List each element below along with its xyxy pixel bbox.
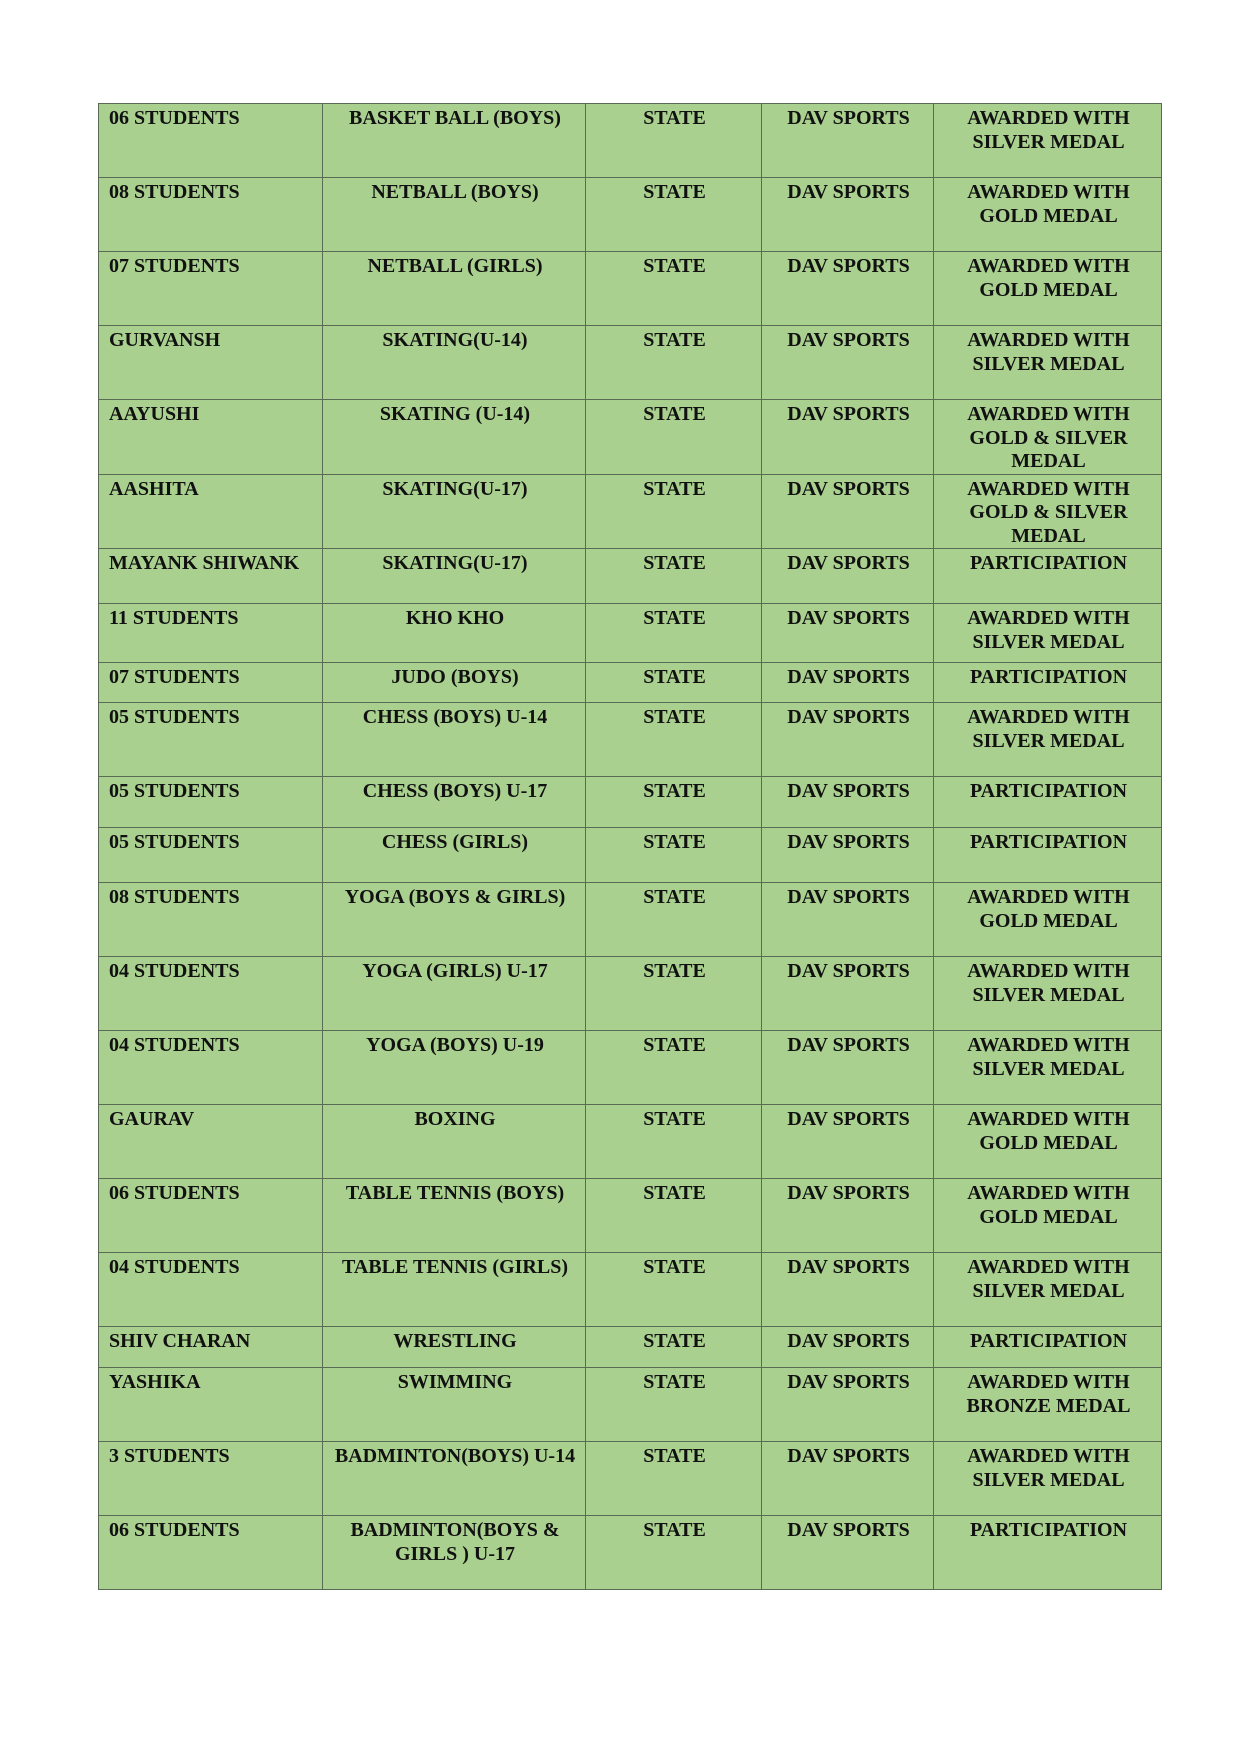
student-name-cell: 05 STUDENTS: [99, 777, 323, 828]
student-name-cell: 07 STUDENTS: [99, 663, 323, 703]
organizer-cell: DAV SPORTS: [762, 178, 934, 252]
level-cell: STATE: [586, 1253, 762, 1327]
organizer-cell: DAV SPORTS: [762, 604, 934, 663]
student-name-cell: AAYUSHI: [99, 400, 323, 475]
event-cell: CHESS (BOYS) U-17: [323, 777, 586, 828]
level-cell: STATE: [586, 1368, 762, 1442]
level-cell: STATE: [586, 474, 762, 549]
organizer-cell: DAV SPORTS: [762, 1327, 934, 1368]
level-cell: STATE: [586, 1442, 762, 1516]
table-row: [99, 1105, 1162, 1179]
level-cell: STATE: [586, 178, 762, 252]
event-cell: SKATING(U-17): [323, 474, 586, 549]
event-cell: TABLE TENNIS (GIRLS): [323, 1253, 586, 1327]
organizer-cell: DAV SPORTS: [762, 1031, 934, 1105]
level-cell: STATE: [586, 703, 762, 777]
level-cell: STATE: [586, 1516, 762, 1590]
table-row: [99, 703, 1162, 777]
table-row: [99, 326, 1162, 400]
event-cell: BADMINTON(BOYS & GIRLS ) U-17: [323, 1516, 586, 1590]
result-cell: PARTICIPATION: [934, 549, 1162, 604]
event-cell: TABLE TENNIS (BOYS): [323, 1179, 586, 1253]
student-name-cell: 3 STUDENTS: [99, 1442, 323, 1516]
organizer-cell: DAV SPORTS: [762, 883, 934, 957]
level-cell: STATE: [586, 1105, 762, 1179]
event-cell: BOXING: [323, 1105, 586, 1179]
result-cell: PARTICIPATION: [934, 828, 1162, 883]
organizer-cell: DAV SPORTS: [762, 549, 934, 604]
student-name-cell: 07 STUDENTS: [99, 252, 323, 326]
event-cell: NETBALL (BOYS): [323, 178, 586, 252]
table-row: [99, 663, 1162, 703]
level-cell: STATE: [586, 400, 762, 475]
table-row: [99, 1327, 1162, 1368]
table-row: [99, 178, 1162, 252]
table-row: [99, 828, 1162, 883]
organizer-cell: DAV SPORTS: [762, 663, 934, 703]
result-cell: AWARDED WITH SILVER MEDAL: [934, 1253, 1162, 1327]
event-cell: SWIMMING: [323, 1368, 586, 1442]
student-name-cell: 04 STUDENTS: [99, 957, 323, 1031]
table-row: [99, 1179, 1162, 1253]
event-cell: KHO KHO: [323, 604, 586, 663]
organizer-cell: DAV SPORTS: [762, 326, 934, 400]
result-cell: AWARDED WITH GOLD MEDAL: [934, 883, 1162, 957]
organizer-cell: DAV SPORTS: [762, 474, 934, 549]
student-name-cell: 05 STUDENTS: [99, 828, 323, 883]
table-row: [99, 474, 1162, 549]
organizer-cell: DAV SPORTS: [762, 957, 934, 1031]
result-cell: PARTICIPATION: [934, 663, 1162, 703]
level-cell: STATE: [586, 1031, 762, 1105]
result-cell: AWARDED WITH SILVER MEDAL: [934, 604, 1162, 663]
level-cell: STATE: [586, 957, 762, 1031]
result-cell: AWARDED WITH GOLD & SILVER MEDAL: [934, 400, 1162, 475]
event-cell: BASKET BALL (BOYS): [323, 104, 586, 178]
level-cell: STATE: [586, 1179, 762, 1253]
student-name-cell: 06 STUDENTS: [99, 1516, 323, 1590]
level-cell: STATE: [586, 663, 762, 703]
level-cell: STATE: [586, 252, 762, 326]
table-row: [99, 549, 1162, 604]
result-cell: AWARDED WITH SILVER MEDAL: [934, 957, 1162, 1031]
event-cell: YOGA (BOYS) U-19: [323, 1031, 586, 1105]
table-row: [99, 1442, 1162, 1516]
event-cell: BADMINTON(BOYS) U-14: [323, 1442, 586, 1516]
level-cell: STATE: [586, 1327, 762, 1368]
table-row: [99, 777, 1162, 828]
table-row: [99, 1516, 1162, 1590]
student-name-cell: 08 STUDENTS: [99, 178, 323, 252]
organizer-cell: DAV SPORTS: [762, 1442, 934, 1516]
result-cell: AWARDED WITH SILVER MEDAL: [934, 326, 1162, 400]
event-cell: SKATING(U-14): [323, 326, 586, 400]
student-name-cell: GURVANSH: [99, 326, 323, 400]
student-name-cell: SHIV CHARAN: [99, 1327, 323, 1368]
organizer-cell: DAV SPORTS: [762, 1368, 934, 1442]
student-name-cell: 04 STUDENTS: [99, 1253, 323, 1327]
sports-results-table: [98, 103, 1162, 1590]
organizer-cell: DAV SPORTS: [762, 1179, 934, 1253]
result-cell: AWARDED WITH SILVER MEDAL: [934, 1031, 1162, 1105]
result-cell: AWARDED WITH GOLD & SILVER MEDAL: [934, 474, 1162, 549]
table-row: [99, 104, 1162, 178]
level-cell: STATE: [586, 604, 762, 663]
table-row: [99, 1368, 1162, 1442]
student-name-cell: AASHITA: [99, 474, 323, 549]
result-cell: PARTICIPATION: [934, 1516, 1162, 1590]
result-cell: AWARDED WITH GOLD MEDAL: [934, 1105, 1162, 1179]
table-row: [99, 883, 1162, 957]
event-cell: YOGA (GIRLS) U-17: [323, 957, 586, 1031]
organizer-cell: DAV SPORTS: [762, 777, 934, 828]
event-cell: JUDO (BOYS): [323, 663, 586, 703]
organizer-cell: DAV SPORTS: [762, 703, 934, 777]
level-cell: STATE: [586, 326, 762, 400]
organizer-cell: DAV SPORTS: [762, 1105, 934, 1179]
event-cell: YOGA (BOYS & GIRLS): [323, 883, 586, 957]
table-row: [99, 400, 1162, 475]
level-cell: STATE: [586, 104, 762, 178]
event-cell: NETBALL (GIRLS): [323, 252, 586, 326]
organizer-cell: DAV SPORTS: [762, 104, 934, 178]
table-row: [99, 1253, 1162, 1327]
table-row: [99, 604, 1162, 663]
student-name-cell: 11 STUDENTS: [99, 604, 323, 663]
event-cell: WRESTLING: [323, 1327, 586, 1368]
level-cell: STATE: [586, 883, 762, 957]
student-name-cell: 06 STUDENTS: [99, 104, 323, 178]
event-cell: CHESS (BOYS) U-14: [323, 703, 586, 777]
student-name-cell: 06 STUDENTS: [99, 1179, 323, 1253]
result-cell: AWARDED WITH GOLD MEDAL: [934, 178, 1162, 252]
result-cell: AWARDED WITH SILVER MEDAL: [934, 1442, 1162, 1516]
level-cell: STATE: [586, 549, 762, 604]
result-cell: AWARDED WITH BRONZE MEDAL: [934, 1368, 1162, 1442]
level-cell: STATE: [586, 777, 762, 828]
result-cell: AWARDED WITH GOLD MEDAL: [934, 1179, 1162, 1253]
results-table-body: [99, 104, 1162, 1590]
student-name-cell: 04 STUDENTS: [99, 1031, 323, 1105]
result-cell: PARTICIPATION: [934, 1327, 1162, 1368]
organizer-cell: DAV SPORTS: [762, 252, 934, 326]
result-cell: AWARDED WITH SILVER MEDAL: [934, 104, 1162, 178]
student-name-cell: 05 STUDENTS: [99, 703, 323, 777]
table-row: [99, 252, 1162, 326]
organizer-cell: DAV SPORTS: [762, 1253, 934, 1327]
level-cell: STATE: [586, 828, 762, 883]
event-cell: CHESS (GIRLS): [323, 828, 586, 883]
event-cell: SKATING(U-17): [323, 549, 586, 604]
organizer-cell: DAV SPORTS: [762, 400, 934, 475]
student-name-cell: GAURAV: [99, 1105, 323, 1179]
result-cell: AWARDED WITH SILVER MEDAL: [934, 703, 1162, 777]
student-name-cell: MAYANK SHIWANK: [99, 549, 323, 604]
event-cell: SKATING (U-14): [323, 400, 586, 475]
organizer-cell: DAV SPORTS: [762, 1516, 934, 1590]
student-name-cell: YASHIKA: [99, 1368, 323, 1442]
table-row: [99, 1031, 1162, 1105]
result-cell: AWARDED WITH GOLD MEDAL: [934, 252, 1162, 326]
organizer-cell: DAV SPORTS: [762, 828, 934, 883]
table-row: [99, 957, 1162, 1031]
result-cell: PARTICIPATION: [934, 777, 1162, 828]
student-name-cell: 08 STUDENTS: [99, 883, 323, 957]
